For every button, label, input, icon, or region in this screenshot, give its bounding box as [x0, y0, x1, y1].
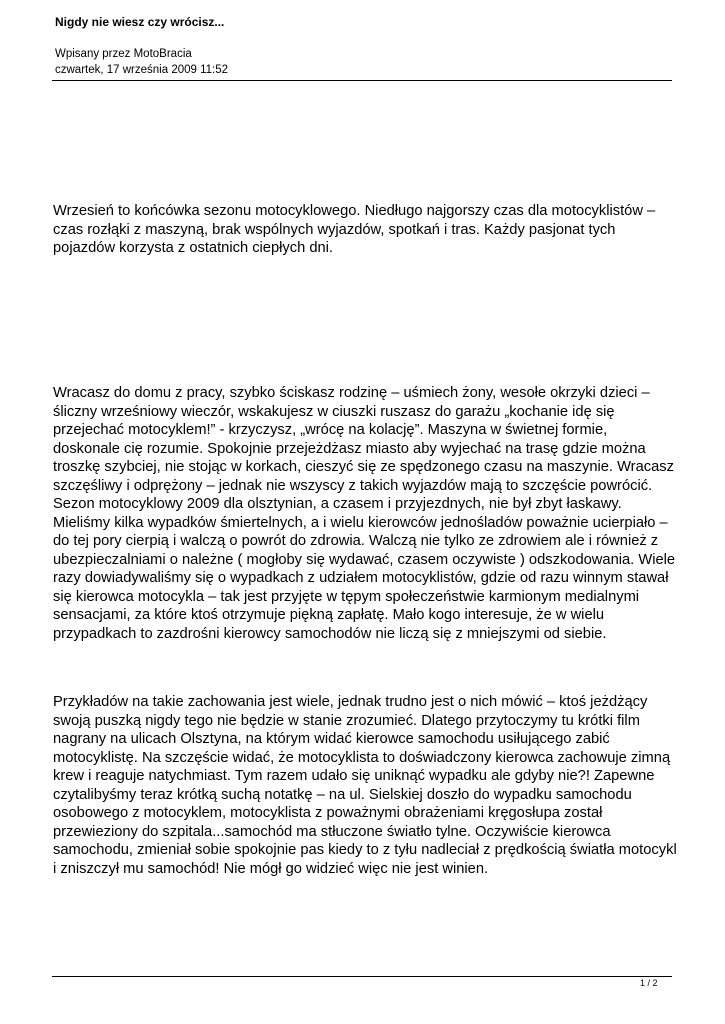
paragraph-line: i zniszczył mu samochód! Nie mógł go widzieć więc nie jest winien.	[53, 860, 489, 877]
paragraph-line: osobowego z motocyklem, motocyklista z poważnymi obrażeniami kręgosłupa został	[53, 805, 603, 821]
paragraph-line: doskonale cię rozumie. Spokojnie przejeżdżasz miasto aby wyjechać na trasę gdzie można	[53, 440, 646, 457]
paragraph-line: śliczny wrześniowy wieczór, wskakujesz w ciuszki ruszasz do garażu „kochanie idę się	[53, 403, 615, 420]
article-title: Nigdy nie wiesz czy wrócisz...	[55, 15, 225, 29]
author-line: Wpisany przez MotoBracia	[55, 48, 192, 60]
paragraph-story	[53, 693, 683, 878]
paragraph-line: nagrany na ulicach Olsztyna, na którym widać kierowce samochodu usiłującego zabić	[53, 731, 610, 747]
paragraph-line: samochodu, zmieniał sobie spokojnie pas kiedy to z tyłu nadleciał z prędkością światła motocykl	[53, 842, 677, 858]
paragraph-line: przewieziony do szpitala...samochód ma stłuczone światło tylne. Oczywiście kierowca	[53, 823, 611, 840]
paragraph-line: swoją puszką nigdy tego nie będzie w stanie zrozumieć. Dlatego przytoczymy tu krótki film	[53, 712, 640, 729]
footer-divider	[52, 976, 672, 977]
paragraph-line: przejechać motocyklem!” - krzyczysz, „wrócę na kolację”. Maszyna w świetnej formie,	[53, 422, 608, 438]
paragraph-line: krew i reaguje natychmiast. Tym razem udało się uniknąć wypadku ale gdyby nie?! Zapewne	[53, 768, 655, 784]
paragraph-intro	[53, 202, 683, 258]
paragraph-line: się kierowca motocykla – tak jest przyjęte w tępym społeczeństwie karmionym medialnymi	[53, 588, 640, 605]
paragraph-line: przypadkach to zazdrośni kierowcy samochodów nie liczą się z mniejszymi od siebie.	[53, 625, 607, 642]
paragraph-line: do tej pory cierpią i walczą o powrót do zdrowia. Walczą nie tylko ze zdrowiem ale i również z	[53, 533, 659, 549]
paragraph-line: razy dowiadywaliśmy się o wypadkach z udziałem motocyklistów, gdzie od razu winnym stawał	[53, 570, 669, 586]
paragraph-line: troszkę szybciej, nie stojąc w korkach, cieszyć się ze spędzonego czasu na maszynie. Wracasz	[53, 459, 674, 475]
paragraph-line: Mieliśmy kilka wypadków śmiertelnych, a i wielu kierowców jednośladów poważnie ucierpiało –	[53, 514, 668, 531]
page-number: 1 / 2	[640, 978, 658, 988]
paragraph-line: czas rozłąki z maszyną, brak wspólnych wyjazdów, spotkań i tras. Każdy pasjonat tych	[53, 221, 616, 238]
paragraph-line: Wrzesień to końcówka sezonu motocyklowego. Niedługo najgorszy czas dla motocyklistów –	[53, 203, 656, 219]
paragraph-line: sensacjami, za które ktoś otrzymuje piękną zapłatę. Mało kogo interesuje, że w wielu	[53, 607, 605, 623]
paragraph-line: czytalibyśmy teraz krótką suchą notatkę – na ul. Sielskiej doszło do wypadku samochodu	[53, 786, 632, 803]
paragraph-line: motocyklistę. Na szczęście widać, że motocyklista to doświadczony kierowca zachowuje zimną	[53, 749, 671, 766]
article-meta	[55, 47, 228, 78]
paragraph-line: Przykładów na takie zachowania jest wiele, jednak trudno jest o nich mówić – ktoś jeżdżący	[53, 694, 648, 710]
date-line: czwartek, 17 września 2009 11:52	[55, 63, 229, 76]
header-divider	[52, 80, 672, 81]
paragraph-line: Wracasz do domu z pracy, szybko ściskasz rodzinę – uśmiech żony, wesołe okrzyki dzieci –	[53, 385, 650, 401]
paragraph-line: ubezpieczalniami o należne ( mogłoby się wydawać, czasem oczywiste ) odszkodowania. Wiele	[53, 551, 676, 568]
paragraph-line: Sezon motocyklowy 2009 dla olsztynian, a czasem i przyjezdnych, nie był zbyt łaskawy.	[53, 496, 622, 512]
paragraph-line: szczęśliwy i odprężony – jednak nie wszyscy z takich wyjazdów mają to szczęście powrócić.	[53, 477, 653, 494]
paragraph-main	[53, 384, 683, 643]
paragraph-line: pojazdów korzysta z ostatnich ciepłych dni.	[53, 240, 334, 256]
